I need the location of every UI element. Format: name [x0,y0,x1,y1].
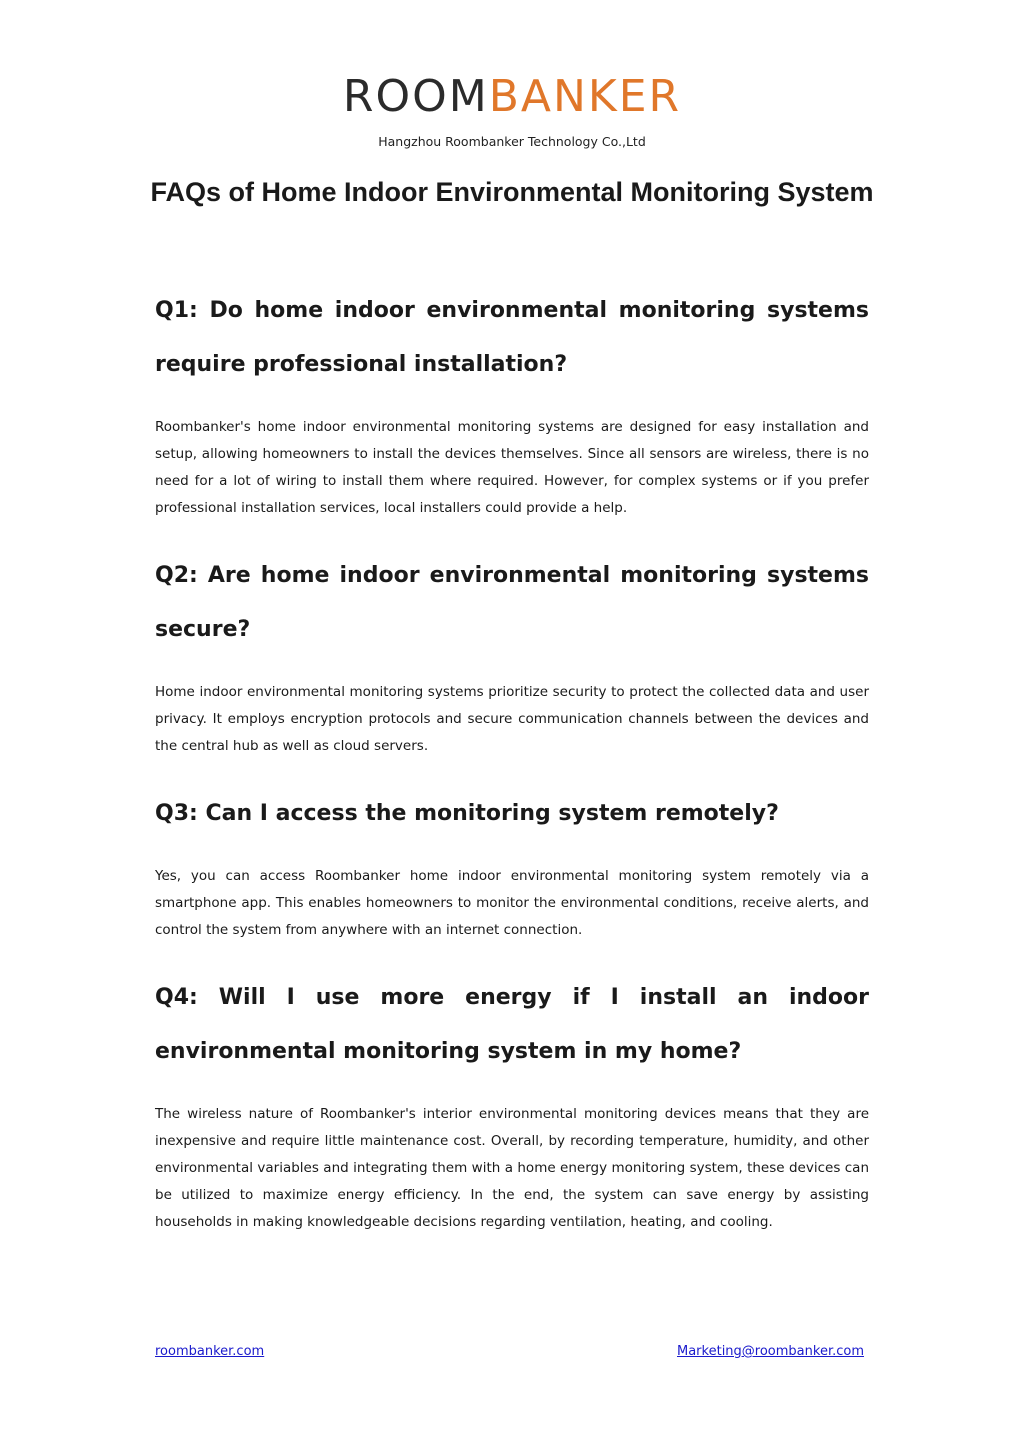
faq-item [155,549,869,760]
faq-question: Q4: Will I use more energy if I install an indoor environmental monitoring system in my home? [155,985,869,1064]
faq-question: Q1: Do home indoor environmental monitoring systems require professional installation? [155,298,869,377]
faq-answer: Roombanker's home indoor environmental monitoring systems are designed for easy installation and setup, allowing homeowners to install the devices themselves. Since all sensors are wireless, there is no need for a lot of wiring to install them where required. However, for complex systems or if you prefer professional installation services, local installers could provide a help. [155,419,869,516]
faq-item [155,284,869,522]
logo-text-room: ROOM [342,71,489,122]
faq-answer: The wireless nature of Roombanker's interior environmental monitoring devices means that they are inexpensive and require little maintenance cost. Overall, by recording temperature, humidity, and other environmental variables and integrating them with a home energy monitoring system, these devices can be utilized to maximize energy efficiency. In the end, the system can save energy by assisting households in making knowledgeable decisions regarding ventilation, heating, and cooling. [155,1106,869,1230]
company-logo [0,72,1024,122]
email-link[interactable]: Marketing@roombanker.com [677,1344,864,1359]
faq-answer: Yes, you can access Roombanker home indoor environmental monitoring system remotely via a smartphone app. This enables homeowners to monitor the environmental conditions, receive alerts, and control the system from anywhere with an internet connection. [155,868,869,938]
document-title: FAQs of Home Indoor Environmental Monitoring System [150,177,874,207]
faq-question: Q3: Can I access the monitoring system remotely? [155,801,779,826]
company-name: Hangzhou Roombanker Technology Co.,Ltd [378,134,646,149]
faq-list [155,284,869,1236]
website-link[interactable]: roombanker.com [155,1344,265,1359]
faq-item [155,971,869,1236]
faq-item [155,787,869,944]
faq-answer: Home indoor environmental monitoring systems prioritize security to protect the collected data and user privacy. It employs encryption protocols and secure communication channels between the devices and the central hub as well as cloud servers. [155,684,869,754]
faq-question: Q2: Are home indoor environmental monitoring systems secure? [155,563,869,642]
logo-text-banker: BANKER [488,71,682,122]
